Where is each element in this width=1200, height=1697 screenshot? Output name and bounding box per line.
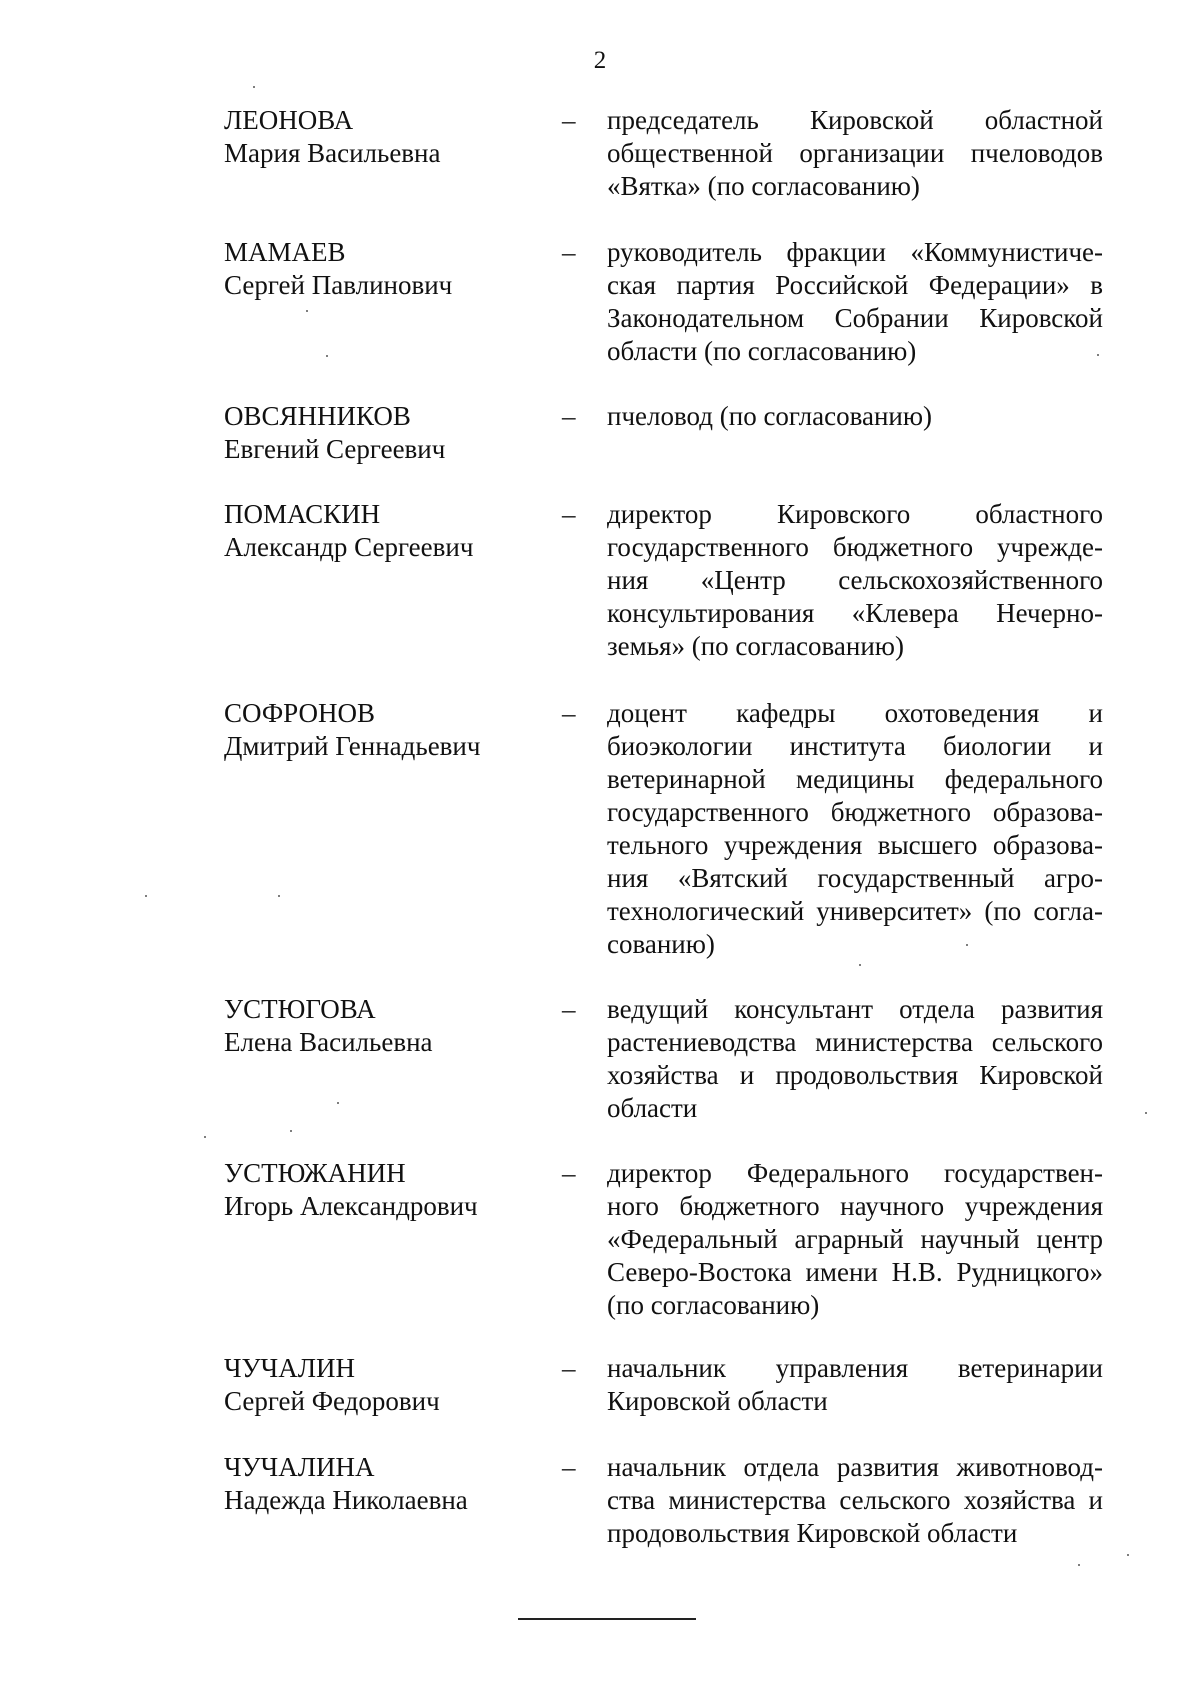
member-surname: ЧУЧАЛИН [224, 1353, 356, 1383]
role-line: консультирования «Клевера Нечерно- [607, 598, 1103, 628]
role-line: растениеводства министерства сельского [607, 1027, 1103, 1057]
dash-separator: – [562, 499, 576, 529]
role-line: области [607, 1093, 698, 1123]
role-line: доцент кафедры охотоведения и [607, 698, 1103, 728]
role-line: (по согласованию) [607, 1290, 820, 1320]
page-number: 2 [593, 47, 607, 74]
dash-separator: – [562, 1158, 576, 1188]
role-line: государственного бюджетного образова- [607, 797, 1103, 827]
role-line: пчеловод (по согласованию) [607, 401, 933, 431]
dash-separator: – [562, 1452, 576, 1482]
member-given-names: Сергей Павлинович [224, 270, 453, 300]
role-line: «Федеральный аграрный научный центр [607, 1224, 1103, 1254]
member-role [607, 1451, 1103, 1550]
member-surname: ЧУЧАЛИНА [224, 1452, 375, 1482]
member-given-names: Сергей Федорович [224, 1386, 440, 1416]
role-line: хозяйства и продовольствия Кировской [607, 1060, 1103, 1090]
member-role [607, 1352, 1103, 1418]
member-surname: УСТЮЖАНИН [224, 1158, 406, 1188]
dash-separator: – [562, 237, 576, 267]
end-of-list-rule [518, 1618, 696, 1620]
role-line: «Вятка» (по согласованию) [607, 171, 920, 201]
member-name [224, 993, 544, 1059]
role-line: Законодательном Собрании Кировской [607, 303, 1103, 333]
role-line: сованию) [607, 929, 715, 959]
dash-separator: – [562, 105, 576, 135]
member-role [607, 993, 1103, 1125]
member-name [224, 1352, 544, 1418]
member-name [224, 104, 544, 170]
dash-separator: – [562, 1353, 576, 1383]
member-role [607, 104, 1103, 203]
scan-speck [1078, 1564, 1080, 1566]
dash-separator: – [562, 698, 576, 728]
member-name [224, 498, 544, 564]
member-surname: ОВСЯННИКОВ [224, 401, 411, 431]
role-line: биоэкологии института биологии и [607, 731, 1103, 761]
role-line: директор Кировского областного [607, 499, 1103, 529]
scan-speck [204, 1136, 206, 1138]
role-line: начальник отдела развития животновод- [607, 1452, 1103, 1482]
member-given-names: Дмитрий Геннадьевич [224, 731, 481, 761]
member-name [224, 236, 544, 302]
role-line: ства министерства сельского хозяйства и [607, 1485, 1103, 1515]
member-surname: ЛЕОНОВА [224, 105, 354, 135]
role-line: технологический университет» (по согла- [607, 896, 1103, 926]
member-role [607, 498, 1103, 663]
member-role [607, 1157, 1103, 1322]
member-surname: ПОМАСКИН [224, 499, 381, 529]
member-given-names: Игорь Александрович [224, 1191, 478, 1221]
role-line: председатель Кировской областной [607, 105, 1103, 135]
role-line: ного бюджетного научного учреждения [607, 1191, 1103, 1221]
role-line: общественной организации пчеловодов [607, 138, 1103, 168]
dash-separator: – [562, 994, 576, 1024]
member-name [224, 1157, 544, 1223]
role-line: ния «Центр сельскохозяйственного [607, 565, 1103, 595]
role-line: Кировской области [607, 1386, 828, 1416]
scan-speck [966, 944, 968, 946]
role-line: земья» (по согласованию) [607, 631, 904, 661]
member-role [607, 236, 1103, 368]
member-role [607, 697, 1103, 961]
scan-speck [1127, 1554, 1129, 1556]
role-line: начальник управления ветеринарии [607, 1353, 1103, 1383]
member-name [224, 400, 544, 466]
role-line: продовольствия Кировской области [607, 1518, 1018, 1548]
role-line: директор Федерального государствен- [607, 1158, 1103, 1188]
scan-speck [337, 1102, 339, 1104]
member-given-names: Александр Сергеевич [224, 532, 474, 562]
dash-separator: – [562, 401, 576, 431]
member-name [224, 1451, 544, 1517]
member-surname: УСТЮГОВА [224, 994, 376, 1024]
scan-speck [253, 86, 255, 88]
scan-speck [326, 355, 328, 357]
scan-speck [1097, 354, 1099, 356]
scan-speck [1145, 1112, 1147, 1114]
role-line: ская партия Российской Федерации» в [607, 270, 1103, 300]
scan-speck [290, 1130, 292, 1132]
member-name [224, 697, 544, 763]
role-line: ведущий консультант отдела развития [607, 994, 1103, 1024]
member-role [607, 400, 1103, 433]
member-given-names: Мария Васильевна [224, 138, 441, 168]
member-surname: СОФРОНОВ [224, 698, 376, 728]
role-line: тельного учреждения высшего образова- [607, 830, 1103, 860]
role-line: руководитель фракции «Коммунистиче- [607, 237, 1103, 267]
scan-speck [278, 895, 280, 897]
role-line: государственного бюджетного учрежде- [607, 532, 1103, 562]
role-line: ветеринарной медицины федерального [607, 764, 1103, 794]
scan-speck [306, 310, 308, 312]
scan-speck [145, 895, 147, 897]
scan-speck [859, 964, 861, 966]
role-line: ния «Вятский государственный агро- [607, 863, 1103, 893]
role-line: области (по согласованию) [607, 336, 917, 366]
member-given-names: Елена Васильевна [224, 1027, 433, 1057]
member-given-names: Надежда Николаевна [224, 1485, 468, 1515]
member-surname: МАМАЕВ [224, 237, 346, 267]
role-line: Северо-Востока имени Н.В. Рудницкого» [607, 1257, 1103, 1287]
member-given-names: Евгений Сергеевич [224, 434, 446, 464]
